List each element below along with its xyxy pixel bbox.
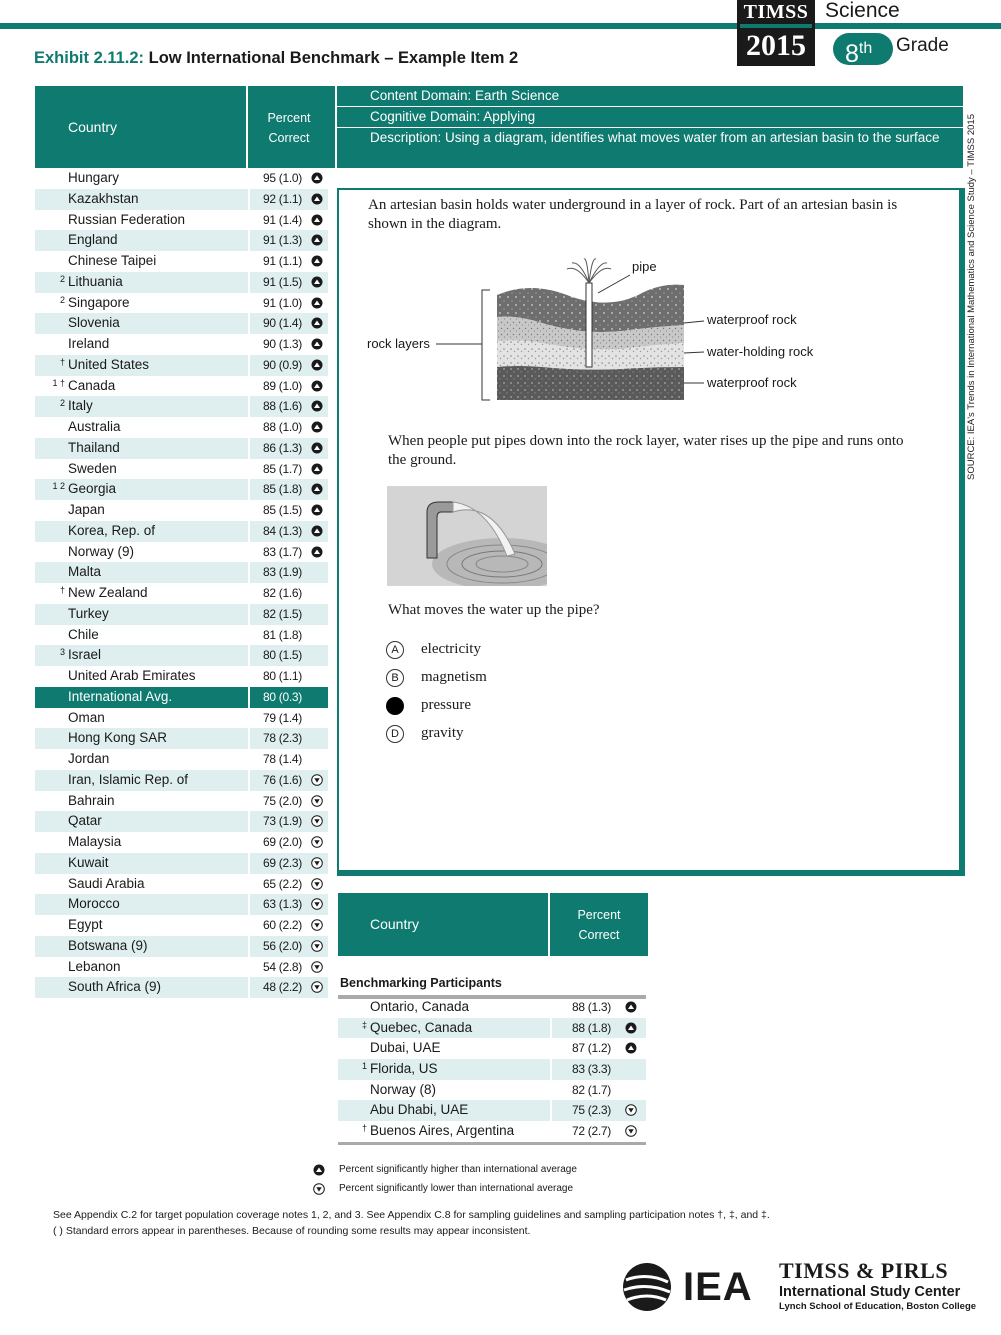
percent-cell: 87 (1.2): [572, 1041, 611, 1056]
table-row: [35, 376, 335, 397]
down-arrow-icon: [311, 878, 323, 890]
country-cell: [35, 791, 248, 812]
question-prompt: What moves the water up the pipe?: [388, 602, 600, 618]
international-average-row: [35, 687, 335, 708]
down-arrow-icon: [311, 857, 323, 869]
participant-cell: [338, 1080, 550, 1101]
water-spray: [567, 259, 611, 283]
country-name: Saudi Arabia: [68, 875, 145, 891]
percent-cell: 80 (1.1): [263, 669, 302, 683]
down-arrow-icon: [313, 1183, 325, 1195]
participant-name: Abu Dhabi, UAE: [370, 1102, 469, 1118]
country-cell: [35, 355, 248, 376]
benchmark-header-percent-correct: [552, 893, 646, 956]
artesian-basin-diagram: [362, 255, 832, 405]
country-name: Norway (9): [68, 543, 135, 559]
country-cell: [35, 853, 248, 874]
down-arrow-icon: [625, 1104, 637, 1116]
question-intro: An artesian basin holds water underground in a layer of rock. Part of an artesian basin is shown in the diagram.: [368, 197, 898, 232]
benchmark-header: [338, 893, 648, 956]
percent-cell: 75 (2.3): [552, 1100, 646, 1121]
percent-cell: 83 (1.9): [250, 562, 328, 583]
table-header: [35, 86, 335, 168]
percent-cell: 95 (1.0): [263, 171, 302, 185]
coverage-note: 2: [59, 273, 65, 284]
legend-lower-text: Percent significantly lower than international average: [339, 1183, 574, 1194]
country-cell: [35, 874, 248, 895]
percent-cell: 78 (1.4): [263, 752, 302, 766]
pipe-water-illustration: [387, 486, 547, 586]
percent-cell: 90 (0.9): [250, 355, 328, 376]
benchmark-section-title: Benchmarking Participants: [340, 976, 502, 990]
table-row: [35, 977, 335, 998]
up-arrow-icon: [311, 317, 323, 329]
country-cell: [35, 687, 248, 708]
percent-cell: 63 (1.3): [250, 894, 328, 915]
participant-name: Dubai, UAE: [370, 1040, 441, 1056]
percent-cell: 89 (1.0): [263, 378, 302, 393]
content-domain-bar: Content Domain: Earth Science: [337, 86, 963, 106]
table-row: [35, 500, 335, 521]
up-arrow-icon: [311, 483, 323, 495]
grade-word: Grade: [896, 35, 949, 56]
country-cell: [35, 210, 248, 231]
header-country: Country: [35, 86, 248, 168]
footnote-appendix: See Appendix C.2 for target population coverage notes 1, 2, and 3. See Appendix C.8 for sampling guidelines and sampling participation notes †, ‡, and ‡.: [53, 1209, 770, 1221]
table-row: [35, 210, 335, 231]
percent-cell: 78 (2.3): [250, 728, 328, 749]
percent-cell: 88 (1.3): [572, 1000, 611, 1014]
country-cell: [35, 479, 248, 500]
percent-cell: 83 (3.3): [552, 1059, 646, 1080]
percent-cell: 90 (1.4): [250, 313, 328, 334]
option-bubble[interactable]: A: [386, 641, 404, 659]
country-cell: [35, 168, 248, 189]
globe-logo-icon: [622, 1262, 672, 1312]
percent-cell: 82 (1.5): [250, 604, 328, 625]
country-name: Lebanon: [68, 958, 121, 974]
participant-name: Norway (8): [370, 1081, 437, 1097]
country-name: Malaysia: [68, 834, 122, 849]
participant-name: Buenos Aires, Argentina: [370, 1123, 515, 1139]
table-row: [35, 728, 335, 749]
up-arrow-icon: [625, 1042, 637, 1054]
percent-cell: 91 (1.1): [263, 254, 302, 268]
table-row: [35, 272, 335, 293]
table-row: [35, 894, 335, 915]
table-row: [35, 230, 335, 251]
up-arrow-icon: [625, 1022, 637, 1034]
timss-year: 2015: [746, 29, 806, 62]
down-arrow-icon: [311, 940, 323, 952]
table-row: [35, 251, 335, 272]
country-cell: [35, 542, 248, 563]
country-cell: [35, 334, 248, 355]
country-name: Bahrain: [68, 792, 115, 808]
table-row: [35, 957, 335, 978]
percent-cell: 88 (1.6): [250, 396, 328, 417]
table-row: [338, 1100, 648, 1121]
country-cell: [35, 708, 248, 729]
country-name: Georgia: [68, 481, 117, 497]
table-row: [35, 562, 335, 583]
participant-cell: [338, 1121, 550, 1142]
table-row: [35, 293, 335, 314]
up-arrow-icon: [311, 255, 323, 267]
percent-cell: 91 (1.4): [263, 212, 302, 227]
country-name: Turkey: [68, 605, 109, 621]
down-arrow-icon: [311, 795, 323, 807]
country-name: United States: [68, 356, 150, 372]
grade-number: 8: [845, 40, 859, 68]
table-row: [338, 1059, 648, 1080]
table-row: [35, 396, 335, 417]
table-row: [35, 708, 335, 729]
percent-cell: 69 (2.3): [250, 853, 328, 874]
coverage-note: 3: [59, 647, 65, 658]
header-percent: Percent: [267, 111, 311, 125]
country-name: Malta: [68, 564, 102, 580]
percent-cell: 90 (1.3): [263, 337, 302, 351]
table-row: [35, 604, 335, 625]
country-rows: [35, 168, 335, 998]
country-cell: [35, 894, 248, 915]
table-row: [35, 853, 335, 874]
down-arrow-icon: [311, 919, 323, 931]
percent-cell: 86 (1.3): [250, 438, 328, 459]
percent-cell: 82 (1.7): [572, 1082, 611, 1097]
country-name: Thailand: [68, 439, 120, 455]
country-cell: [35, 957, 248, 978]
country-cell: [35, 230, 248, 251]
country-name: Botswana (9): [68, 937, 148, 953]
down-arrow-icon: [311, 774, 323, 786]
table-row: [35, 459, 335, 480]
percent-cell: 92 (1.1): [250, 189, 328, 210]
up-arrow-icon: [311, 546, 323, 558]
table-row: [35, 521, 335, 542]
percent-cell: 69 (2.0): [263, 835, 302, 849]
table-row: [35, 936, 335, 957]
country-cell: [35, 417, 248, 438]
country-cell: [35, 293, 248, 314]
country-name: Lithuania: [68, 273, 123, 289]
cognitive-domain-bar: Cognitive Domain: Applying: [337, 107, 963, 127]
label-water-holding: water-holding rock: [707, 344, 814, 359]
down-arrow-icon: [311, 898, 323, 910]
country-name: Slovenia: [68, 315, 120, 331]
benchmark-header-percent: Percent: [577, 908, 621, 922]
up-arrow-icon: [625, 1001, 637, 1013]
table-row: [35, 625, 335, 646]
percent-cell: 91 (1.0): [263, 295, 302, 310]
table-row: [35, 749, 335, 770]
up-arrow-icon: [311, 214, 323, 226]
participant-cell: [338, 1100, 550, 1121]
up-arrow-icon: [311, 276, 323, 288]
up-arrow-icon: [311, 193, 323, 205]
up-arrow-icon: [311, 421, 323, 433]
percent-cell: 79 (1.4): [263, 710, 302, 725]
timss-wordmark: TIMSS: [743, 1, 809, 23]
percent-cell: 81 (1.8): [263, 627, 302, 642]
country-cell: [35, 811, 248, 832]
percent-cell: 65 (2.2): [263, 876, 302, 891]
exhibit-title: [34, 49, 518, 68]
option-text: magnetism: [421, 669, 487, 685]
country-results-table: [35, 86, 335, 998]
exhibit-label: Exhibit 2.11.2:: [34, 49, 145, 67]
table-row: [338, 997, 648, 1018]
country-name: South Africa (9): [68, 979, 162, 995]
country-cell: [35, 666, 248, 687]
table-row: [35, 645, 335, 666]
country-name: Morocco: [68, 896, 120, 912]
percent-cell: 84 (1.3): [250, 521, 328, 542]
country-name: Iran, Islamic Rep. of: [68, 771, 189, 787]
country-name: Ireland: [68, 336, 110, 351]
participant-name: Quebec, Canada: [370, 1019, 473, 1035]
down-arrow-icon: [311, 981, 323, 993]
table-row: [35, 832, 335, 853]
country-name: Jordan: [68, 751, 110, 766]
country-cell: [35, 749, 248, 770]
percent-cell: 82 (1.6): [263, 586, 302, 600]
benchmark-rows: [338, 997, 648, 1142]
percent-cell: 73 (1.9): [250, 811, 328, 832]
table-row: [338, 1018, 648, 1039]
up-arrow-icon: [313, 1164, 325, 1176]
country-cell: [35, 977, 248, 998]
country-cell: [35, 832, 248, 853]
up-arrow-icon: [311, 359, 323, 371]
coverage-note: †: [59, 356, 65, 367]
participant-cell: [338, 1038, 550, 1059]
isc-name: International Study Center: [779, 1284, 961, 1300]
table-row: [35, 479, 335, 500]
table-row: [35, 438, 335, 459]
table-row: [35, 334, 335, 355]
up-arrow-icon: [311, 338, 323, 350]
footnote-standard-errors: ( ) Standard errors appear in parentheses. Because of rounding some results may appear inconsistent.: [53, 1225, 531, 1237]
country-cell: [35, 915, 248, 936]
country-cell: [35, 583, 248, 604]
percent-cell: 85 (1.5): [263, 503, 302, 517]
country-name: Italy: [68, 398, 93, 414]
country-name: New Zealand: [68, 585, 148, 600]
lynch-school-name: Lynch School of Education, Boston College: [779, 1301, 977, 1312]
coverage-note: 1 2: [52, 481, 65, 492]
benchmark-header-correct: Correct: [578, 928, 620, 942]
percent-cell: 91 (1.3): [250, 230, 328, 251]
country-name: Egypt: [68, 917, 103, 932]
percent-cell: 85 (1.8): [250, 479, 328, 500]
table-row: [35, 791, 335, 812]
pipe-shape: [586, 283, 592, 367]
table-row: [35, 355, 335, 376]
table-row: [35, 666, 335, 687]
table-row: [338, 1121, 648, 1142]
country-name: Qatar: [68, 813, 102, 829]
percent-cell: 88 (1.8): [552, 1018, 646, 1039]
country-name: Hungary: [68, 170, 120, 185]
country-cell: [35, 500, 248, 521]
country-name: Australia: [68, 419, 121, 434]
down-arrow-icon: [625, 1125, 637, 1137]
country-name: Canada: [68, 377, 116, 393]
up-arrow-icon: [311, 463, 323, 475]
country-cell: [35, 459, 248, 480]
iea-logo: IEA: [683, 1265, 753, 1309]
participation-note: †: [361, 1123, 367, 1134]
country-name: Korea, Rep. of: [68, 522, 156, 538]
top-accent-bar: [0, 23, 1001, 29]
table-row: [35, 811, 335, 832]
country-name: Singapore: [68, 294, 130, 310]
coverage-note: †: [59, 585, 65, 595]
header-percent-correct: [250, 86, 328, 168]
country-name: Kazakhstan: [68, 190, 139, 206]
coverage-note: 2: [59, 398, 65, 409]
option-text: pressure: [421, 697, 471, 713]
legend-higher-text: Percent significantly higher than international average: [339, 1164, 577, 1175]
option-bubble[interactable]: [386, 697, 404, 715]
source-note: SOURCE: IEA's Trends in International Mathematics and Science Study – TIMSS 2015: [966, 114, 977, 480]
percent-cell: 80 (1.5): [250, 645, 328, 666]
country-cell: [35, 376, 248, 397]
timss-pirls-logo: TIMSS & PIRLS: [779, 1258, 949, 1283]
description-bar: Description: Using a diagram, identifies what moves water from an artesian basin to the surface: [337, 128, 963, 168]
benchmark-header-country: Country: [338, 893, 550, 956]
percent-cell: 54 (2.8): [263, 959, 302, 974]
up-arrow-icon: [311, 380, 323, 392]
country-cell: [35, 728, 248, 749]
percent-cell: 72 (2.7): [572, 1124, 611, 1139]
option-text: electricity: [421, 641, 481, 657]
percent-cell: 80 (0.3): [250, 687, 328, 708]
table-row: [35, 583, 335, 604]
grade-badge: [833, 33, 893, 68]
up-arrow-icon: [311, 234, 323, 246]
participation-note: 1: [361, 1061, 367, 1072]
waterproof-layer-lower: [497, 366, 684, 400]
up-arrow-icon: [311, 525, 323, 537]
participation-note: ‡: [361, 1019, 367, 1030]
participant-cell: [338, 1018, 550, 1039]
coverage-note: 1 †: [52, 377, 65, 388]
label-waterproof-top: waterproof rock: [707, 312, 797, 327]
percent-cell: 83 (1.7): [263, 544, 302, 559]
option-bubble[interactable]: D: [386, 725, 404, 743]
country-cell: [35, 251, 248, 272]
participant-name: Ontario, Canada: [370, 999, 470, 1014]
percent-cell: 60 (2.2): [263, 918, 302, 932]
up-arrow-icon: [311, 172, 323, 184]
label-pipe: pipe: [632, 259, 657, 274]
question-statement: When people put pipes down into the rock layer, water rises up the pipe and runs onto the ground.: [388, 433, 904, 468]
up-arrow-icon: [311, 400, 323, 412]
country-name: International Avg.: [68, 688, 173, 704]
subject-label: Science: [825, 0, 900, 22]
table-row: [338, 1038, 648, 1059]
coverage-note: 2: [59, 294, 65, 305]
table-row: [35, 313, 335, 334]
table-row: [35, 770, 335, 791]
table-row: [35, 168, 335, 189]
percent-cell: 88 (1.0): [263, 420, 302, 434]
country-cell: [35, 438, 248, 459]
exhibit-heading: Low International Benchmark – Example Item 2: [148, 49, 519, 67]
down-arrow-icon: [311, 961, 323, 973]
country-name: Chile: [68, 626, 99, 642]
country-name: England: [68, 232, 118, 248]
option-bubble[interactable]: B: [386, 669, 404, 687]
country-cell: [35, 645, 248, 666]
label-waterproof-bottom: waterproof rock: [707, 375, 797, 390]
participant-cell: [338, 997, 550, 1018]
benchmark-bottom-rule: [338, 1142, 646, 1145]
down-arrow-icon: [311, 815, 323, 827]
country-name: Israel: [68, 647, 102, 663]
country-name: Hong Kong SAR: [68, 730, 168, 746]
percent-cell: 75 (2.0): [263, 793, 302, 808]
country-name: Japan: [68, 502, 105, 517]
country-name: Sweden: [68, 460, 117, 476]
up-arrow-icon: [311, 442, 323, 454]
table-row: [35, 874, 335, 895]
country-name: United Arab Emirates: [68, 668, 196, 683]
participant-name: Florida, US: [370, 1061, 438, 1077]
timss-logo: [737, 0, 815, 66]
country-cell: [35, 936, 248, 957]
table-row: [35, 915, 335, 936]
table-row: [35, 542, 335, 563]
down-arrow-icon: [311, 836, 323, 848]
country-name: Russian Federation: [68, 211, 186, 227]
header-correct: Correct: [268, 131, 310, 145]
country-cell: [35, 770, 248, 791]
benchmark-table-header-block: [338, 893, 648, 956]
country-name: Oman: [68, 709, 105, 725]
country-cell: [35, 625, 248, 646]
country-cell: [35, 521, 248, 542]
country-cell: [35, 272, 248, 293]
country-name: Chinese Taipei: [68, 253, 157, 268]
country-cell: [35, 396, 248, 417]
option-text: gravity: [421, 725, 464, 741]
percent-cell: 56 (2.0): [250, 936, 328, 957]
label-rock-layers: rock layers: [367, 336, 430, 351]
up-arrow-icon: [311, 297, 323, 309]
percent-cell: 91 (1.5): [250, 272, 328, 293]
table-row: [35, 417, 335, 438]
country-cell: [35, 313, 248, 334]
table-row: [338, 1080, 648, 1101]
country-cell: [35, 189, 248, 210]
country-cell: [35, 604, 248, 625]
percent-cell: 76 (1.6): [250, 770, 328, 791]
grade-suffix: th: [858, 40, 873, 57]
percent-cell: 85 (1.7): [263, 461, 302, 476]
participant-cell: [338, 1059, 550, 1080]
percent-cell: 48 (2.2): [250, 977, 328, 998]
country-cell: [35, 562, 248, 583]
up-arrow-icon: [311, 504, 323, 516]
table-row: [35, 189, 335, 210]
country-name: Kuwait: [68, 854, 109, 870]
